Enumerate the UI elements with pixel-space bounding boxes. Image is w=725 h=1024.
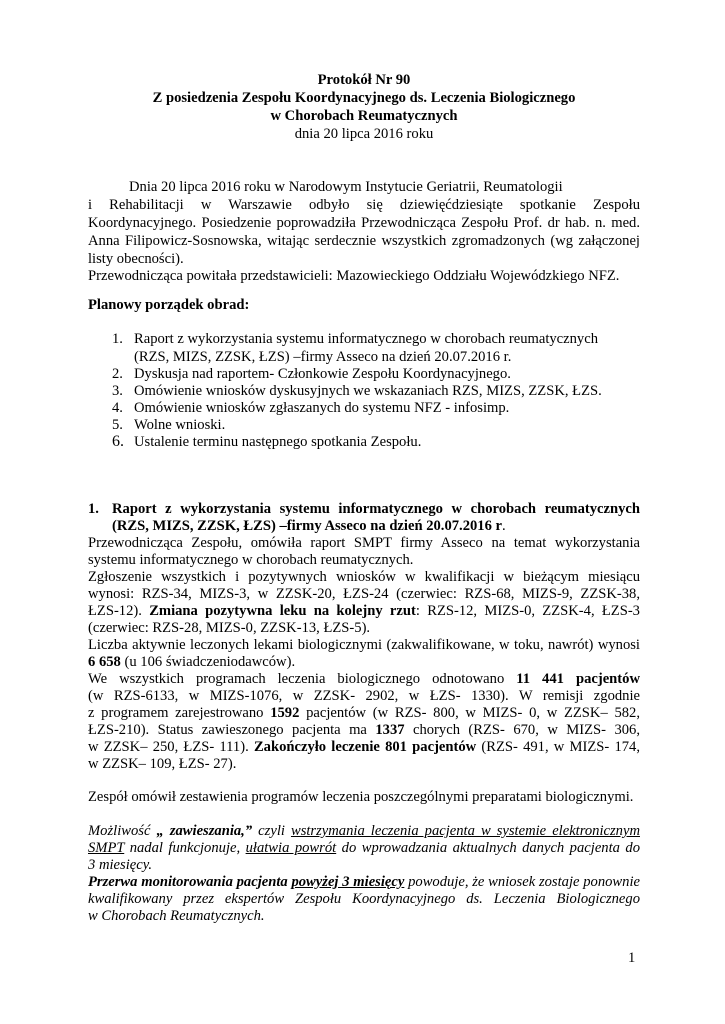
section-title: Raport z wykorzystania systemu informatycznego w chorobach reumatycznych bbox=[112, 501, 640, 517]
agenda-item-number: 5. bbox=[112, 417, 123, 433]
intro-line: Koordynacyjnego. Posiedzenie poprowadziła Przewodnicząca Zespołu Prof. dr hab. n. med. bbox=[88, 215, 640, 231]
paragraph-line: kwalifikowany przez ekspertów Zespołu Koordynacyjnego ds. Leczenia Biologicznego bbox=[88, 891, 640, 907]
paragraph-line bbox=[88, 738, 640, 756]
meeting-title-cont: w Chorobach Reumatycznych bbox=[270, 108, 458, 124]
intro-line: Dnia 20 lipca 2016 roku w Narodowym Instytucie Geriatrii, Reumatologii bbox=[129, 179, 563, 195]
bold-phrase: „ zawieszania,” bbox=[150, 823, 253, 839]
protocol-title: Protokół Nr 90 bbox=[317, 72, 411, 88]
bold-phrase: Przerwa monitorowania pacjenta bbox=[88, 874, 292, 890]
intro-line: Anna Filipowicz-Sosnowska, witając serdecznie wszystkich zgromadzonych (wg załączonej bbox=[88, 233, 640, 249]
section-number: 1. bbox=[88, 501, 99, 517]
text-run: : RZS-12, MIZS-0, ZZSK-4, ŁZS-3 bbox=[415, 603, 640, 619]
paragraph-line bbox=[88, 839, 640, 857]
agenda-item-number: 6. bbox=[112, 433, 124, 450]
bold-phrase: Zakończyło leczenie 801 pacjentów bbox=[253, 739, 477, 755]
text-run: powoduje, że wniosek zostaje ponownie bbox=[404, 874, 640, 890]
paragraph-line: (w RZS-6133, w MIZS-1076, w ZZSK- 2902, w ŁZS- 1330). W remisji zgodnie bbox=[88, 688, 640, 704]
bold-underlined-phrase: powyżej 3 miesięcy bbox=[291, 874, 405, 890]
paragraph-line: (czerwiec: RZS-28, MIZS-0, ZZSK-13, ŁZS-5). bbox=[88, 620, 371, 636]
agenda-item-text: Wolne wnioski. bbox=[134, 417, 226, 433]
bold-number: 1337 bbox=[375, 722, 405, 738]
bold-number: 1592 bbox=[270, 705, 300, 721]
paragraph-line: Zespół omówił zestawienia programów leczenia poszczególnymi preparatami biologicznymi. bbox=[88, 789, 634, 805]
agenda-item-text: Omówienie wniosków dyskusyjnych we wskazaniach RZS, MIZS, ZZSK, ŁZS. bbox=[134, 383, 602, 399]
text-run: z programem zarejestrowano bbox=[88, 705, 271, 721]
paragraph-line bbox=[88, 602, 640, 620]
text-run: pacjentów (w RZS- 800, w MIZS- 0, w ZZSK– 582, bbox=[299, 705, 640, 721]
section-heading bbox=[88, 500, 640, 518]
paragraph-line bbox=[88, 653, 640, 671]
text-run: (u 106 świadczeniodawców). bbox=[120, 654, 296, 670]
paragraph-line bbox=[88, 704, 640, 722]
underlined-phrase: wstrzymania leczenia pacjenta w systemie elektronicznym bbox=[290, 823, 640, 839]
text-run: nadal funkcjonuje, bbox=[124, 840, 246, 856]
bold-number: 6 658 bbox=[88, 654, 121, 670]
agenda-heading: Planowy porządek obrad: bbox=[88, 297, 250, 313]
intro-line: Przewodnicząca powitała przedstawicieli: Mazowieckiego Oddziału Wojewódzkiego NFZ. bbox=[88, 268, 620, 284]
text-run: (RZS- 491, w MIZS- 174, bbox=[476, 739, 640, 755]
paragraph-line: w Chorobach Reumatycznych. bbox=[88, 908, 265, 924]
section-title-period: . bbox=[502, 518, 506, 534]
agenda-item bbox=[112, 433, 664, 451]
agenda-item-text: Raport z wykorzystania systemu informatycznego w chorobach reumatycznych bbox=[134, 331, 598, 347]
agenda-item bbox=[112, 399, 664, 417]
agenda-item-text: Dyskusja nad raportem- Członkowie Zespołu Koordynacyjnego. bbox=[134, 366, 511, 382]
paragraph-line: Przewodnicząca Zespołu, omówiła raport SMPT firmy Asseco na temat wykorzystania bbox=[88, 535, 640, 551]
text-run: chorych (RZS- 670, w MIZS- 306, bbox=[404, 722, 640, 738]
text-run: Możliwość bbox=[88, 823, 151, 839]
text-run: w ZZSK– 250, ŁZS- 111). bbox=[88, 739, 254, 755]
agenda-item-text-cont: (RZS, MIZS, ZZSK, ŁZS) –firmy Asseco na dzień 20.07.2016 r. bbox=[134, 349, 512, 365]
page-number: 1 bbox=[628, 950, 636, 966]
agenda-item-number: 2. bbox=[112, 366, 123, 382]
agenda-item-number: 4. bbox=[112, 400, 123, 416]
paragraph-line: 3 miesięcy. bbox=[88, 857, 153, 873]
meeting-date: dnia 20 lipca 2016 roku bbox=[294, 126, 434, 142]
paragraph-line: Liczba aktywnie leczonych lekami biologicznymi (zakwalifikowane, w toku, nawrót) wynosi bbox=[88, 637, 640, 653]
paragraph-line: systemu informatycznego w chorobach reumatycznych. bbox=[88, 552, 414, 568]
intro-line: i Rehabilitacji w Warszawie odbyło się dziewięćdziesiąte spotkanie Zespołu bbox=[88, 197, 640, 213]
text-run: czyli bbox=[252, 823, 291, 839]
intro-line: listy obecności). bbox=[88, 251, 184, 267]
meeting-title: Z posiedzenia Zespołu Koordynacyjnego ds. Leczenia Biologicznego bbox=[152, 90, 576, 106]
bold-phrase: 11 441 pacjentów bbox=[516, 671, 640, 687]
paragraph-line bbox=[88, 721, 640, 739]
underlined-phrase: ułatwia powrót bbox=[245, 840, 337, 856]
paragraph-line: Zgłoszenie wszystkich i pozytywnych wniosków w kwalifikacji w bieżącym miesiącu bbox=[88, 569, 640, 585]
agenda-item bbox=[112, 416, 664, 434]
paragraph-line bbox=[88, 873, 640, 891]
agenda-item-number: 3. bbox=[112, 383, 123, 399]
text-run: We wszystkich programach leczenia biologicznego odnotowano bbox=[88, 671, 517, 687]
text-run: ŁZS-12). bbox=[88, 603, 150, 619]
text-run: ŁZS-210). Status zawieszonego pacjenta ma bbox=[88, 722, 376, 738]
agenda-item bbox=[112, 330, 664, 348]
agenda-item-text: Omówienie wniosków zgłaszanych do systemu NFZ - infosimp. bbox=[134, 400, 510, 416]
agenda-item bbox=[112, 365, 664, 383]
section-title-cont bbox=[112, 517, 664, 535]
section-title-text: (RZS, MIZS, ZZSK, ŁZS) –firmy Asseco na dzień 20.07.2016 r bbox=[112, 518, 503, 534]
underlined-phrase: SMPT bbox=[88, 840, 125, 856]
bold-phrase: Zmiana pozytywna leku na kolejny rzut bbox=[149, 603, 416, 619]
agenda-item bbox=[112, 382, 664, 400]
paragraph-line bbox=[88, 670, 640, 688]
agenda-item-number: 1. bbox=[112, 331, 123, 347]
paragraph-line: wynosi: RZS-34, MIZS-3, w ZZSK-20, ŁZS-24 (czerwiec: RZS-68, MIZS-9, ZZSK-38, bbox=[88, 586, 640, 602]
paragraph-line: w ZZSK– 109, ŁZS- 27). bbox=[88, 756, 237, 772]
paragraph-line bbox=[88, 822, 640, 840]
text-run: do wprowadzania aktualnych danych pacjenta do bbox=[336, 840, 640, 856]
agenda-item-text: Ustalenie terminu następnego spotkania Zespołu. bbox=[134, 434, 422, 450]
